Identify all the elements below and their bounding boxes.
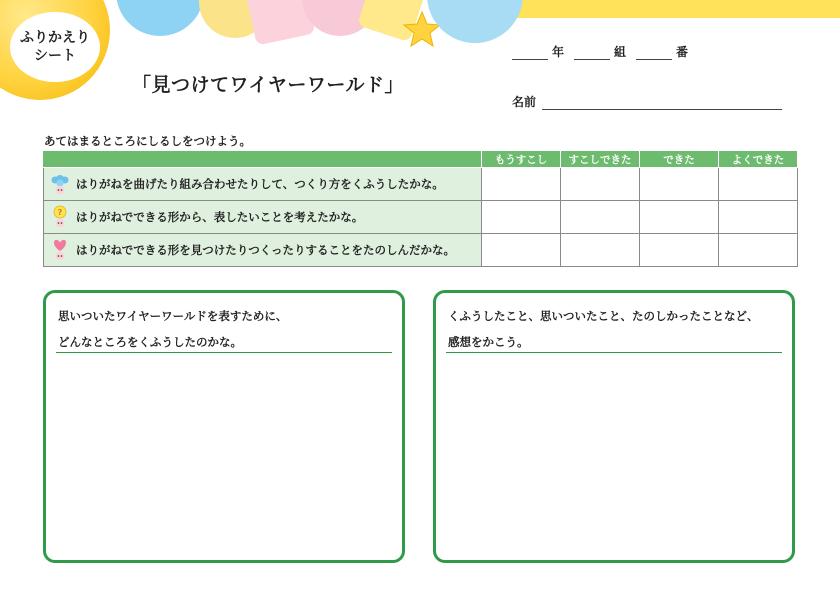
check-cell[interactable] [640, 168, 719, 201]
year-field[interactable] [512, 47, 548, 60]
question-2-text: はりがねでできる形から、表したいことを考えたかな。 [76, 210, 364, 224]
class-info-row [512, 43, 688, 60]
left-box-divider [56, 352, 392, 353]
table-header-row [44, 151, 798, 168]
check-cell[interactable] [719, 234, 798, 267]
check-cell[interactable] [719, 168, 798, 201]
check-cell[interactable] [561, 168, 640, 201]
check-cell[interactable] [482, 234, 561, 267]
name-field[interactable] [542, 97, 782, 110]
header-yokudekita: よくできた [719, 151, 798, 168]
right-box-divider [446, 352, 782, 353]
check-cell[interactable] [561, 201, 640, 234]
light-blue-bubble-shape [427, 0, 523, 43]
check-cell[interactable] [719, 201, 798, 234]
badge-line2: シート [34, 48, 76, 64]
table-row [44, 168, 798, 201]
instruction-text: あてはまるところにしるしをつけよう。 [44, 134, 251, 148]
right-box-prompt-line1: くふうしたこと、思いついたこと、たのしかったことなど、 [448, 309, 759, 323]
left-box-prompt-line2: どんなところをくふうしたのかな。 [58, 335, 242, 349]
header-sukoshidekita: すこしできた [561, 151, 640, 168]
check-cell[interactable] [640, 234, 719, 267]
name-label: 名前 [512, 95, 537, 109]
reflection-box-left[interactable] [43, 290, 405, 563]
class-label: 組 [614, 45, 627, 59]
badge-line1: ふりかえり [20, 30, 90, 46]
check-cell[interactable] [561, 234, 640, 267]
self-evaluation-table [43, 150, 798, 267]
year-label: 年 [552, 45, 565, 59]
check-cell[interactable] [640, 201, 719, 234]
table-row [44, 234, 798, 267]
check-cell[interactable] [482, 201, 561, 234]
header-decoration [100, 0, 540, 50]
sheet-badge [0, 0, 110, 100]
check-cell[interactable] [482, 168, 561, 201]
header-blank [44, 151, 482, 168]
class-field[interactable] [574, 47, 610, 60]
pink-heart-icon [50, 238, 70, 262]
name-row [512, 93, 782, 110]
left-box-prompt-line1: 思いついたワイヤーワールドを表すために、 [58, 309, 288, 323]
yellow-question-icon [50, 205, 70, 229]
blue-bubble-shape [116, 0, 204, 36]
page-title: 「見つけてワイヤーワールド」 [132, 74, 405, 96]
question-1-text: はりがねを曲げたり組み合わせたりして、つくり方をくふうしたかな。 [76, 177, 444, 191]
table-row [44, 201, 798, 234]
header-mousukoshi: もうすこし [482, 151, 561, 168]
blue-flower-icon [50, 172, 70, 196]
number-field[interactable] [636, 47, 672, 60]
question-3-text: はりがねでできる形を見つけたりつくったりすることをたのしんだかな。 [76, 243, 455, 257]
number-label: 番 [676, 45, 689, 59]
right-box-prompt-line2: 感想をかこう。 [448, 335, 529, 349]
header-dekita: できた [640, 151, 719, 168]
reflection-box-right[interactable] [433, 290, 795, 563]
svg-text:?: ? [57, 208, 63, 217]
